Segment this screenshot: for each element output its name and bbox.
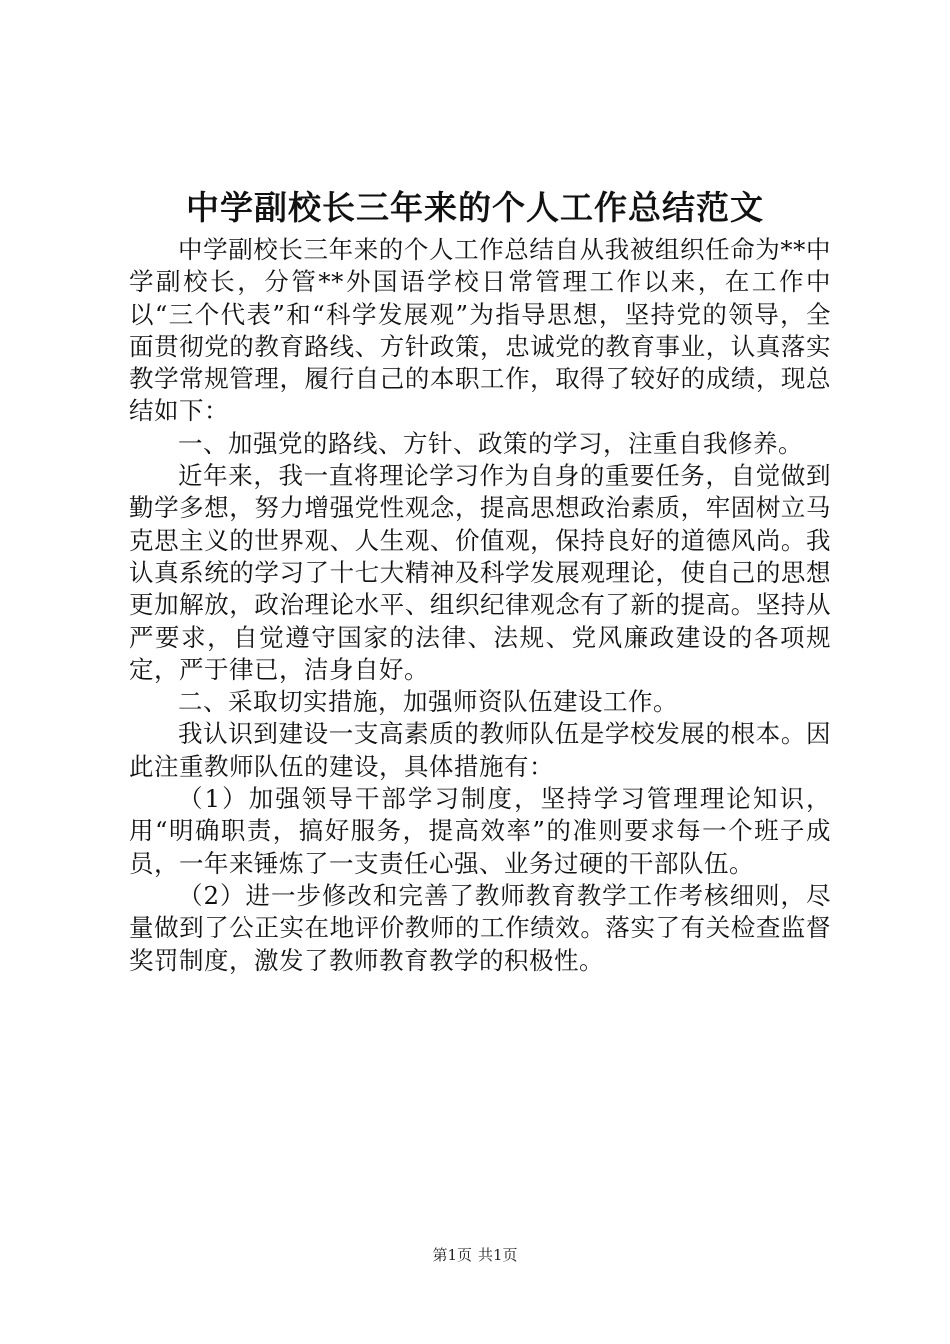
- document-body: [129, 234, 831, 977]
- paragraph-measure-1: （1）加强领导干部学习制度，坚持学习管理理论知识，用“明确职责，搞好服务，提高效率”的准则要求每一个班子成员，一年来锤炼了一支责任心强、业务过硬的干部队伍。: [129, 784, 831, 878]
- section-heading-2: 二、采取切实措施，加强师资队伍建设工作。: [178, 687, 678, 717]
- page-footer: [0, 1245, 950, 1265]
- section-heading-1: 一、加强党的路线、方针、政策的学习，注重自我修养。: [178, 428, 803, 458]
- document-title: 中学副校长三年来的个人工作总结范文: [186, 188, 764, 227]
- page-number: 第1页: [432, 1246, 472, 1264]
- paragraph-intro: 中学副校长三年来的个人工作总结自从我被组织任命为**中学副校长，分管**外国语学校日常管理工作以来，在工作中以“三个代表”和“科学发展观”为指导思想，坚持党的领导，全面贯彻党的教育路线、方针政策，忠诚党的教育事业，认真落实教学常规管理，履行自己的本职工作，取得了较好的成绩，现总结如下：: [129, 235, 831, 426]
- paragraph-section-2: 我认识到建设一支高素质的教师队伍是学校发展的根本。因此注重教师队伍的建设，具体措施有：: [129, 719, 831, 781]
- paragraph-section-1: 近年来，我一直将理论学习作为自身的重要任务，自觉做到勤学多想，努力增强党性观念，提高思想政治素质，牢固树立马克思主义的世界观、人生观、价值观，保持良好的道德风尚。我认真系统的学习了十七大精神及科学发展观理论，使自己的思想更加解放，政治理论水平、组织纪律观念有了新的提高。坚持从严要求，自觉遵守国家的法律、法规、党风廉政建设的各项规定，严于律已，洁身自好。: [129, 461, 831, 684]
- paragraph-measure-2: （2）进一步修改和完善了教师教育教学工作考核细则，尽量做到了公正实在地评价教师的工作绩效。落实了有关检查监督奖罚制度，激发了教师教育教学的积极性。: [129, 880, 831, 975]
- page-total: 共1页: [478, 1246, 518, 1264]
